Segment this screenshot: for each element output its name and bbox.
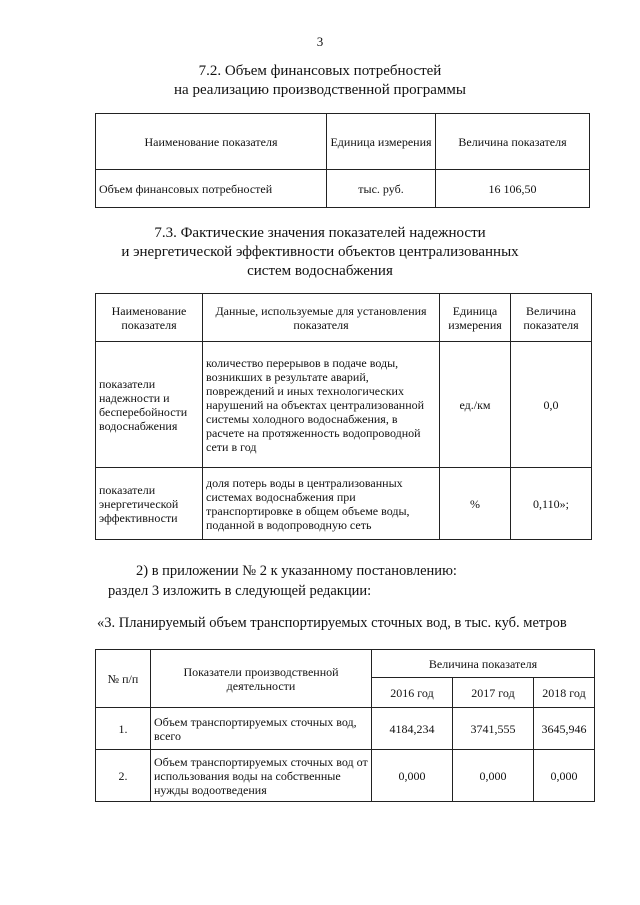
table-row: [96, 750, 595, 802]
header-indicator-name: Наименование показателя: [96, 294, 203, 342]
header-value: Величина показателя: [372, 650, 595, 678]
header-value: Величина показателя: [511, 294, 592, 342]
wastewater-volume-table: [95, 649, 595, 802]
section-7-3-title-line2: и энергетической эффективности объектов централизованных: [121, 244, 519, 260]
row-data-used: количество перерывов в подаче воды, возникших в результате аварий, повреждений и иных технологических нарушений на объектах централизованной системы холодного водоснабжения, в расчете на протяженность водопроводной сети в год: [203, 342, 440, 468]
table-row: [96, 708, 595, 750]
header-unit: Единица измерения: [440, 294, 511, 342]
row-unit: ед./км: [440, 342, 511, 468]
row-indicator-name: показатели надежности и бесперебойности водоснабжения: [96, 342, 203, 468]
header-num: № п/п: [96, 650, 151, 708]
row-value-2016: 4184,234: [372, 708, 453, 750]
row-value-2016: 0,000: [372, 750, 453, 802]
table-row: [96, 468, 592, 540]
row-value: 16 106,50: [436, 170, 590, 208]
header-indicator-name: Наименование показателя: [96, 114, 327, 170]
row-num: 2.: [96, 750, 151, 802]
row-name: Объем транспортируемых сточных вод от использования воды на собственные нужды водоотведения: [151, 750, 372, 802]
section-7-2-title-line2: на реализацию производственной программы: [174, 82, 466, 98]
row-value-2017: 0,000: [453, 750, 534, 802]
row-value: 0,110»;: [511, 468, 592, 540]
amendment-line-1: 2) в приложении № 2 к указанному постановлению:: [136, 563, 457, 579]
row-indicator-name: Объем финансовых потребностей: [96, 170, 327, 208]
amendment-line-2: раздел 3 изложить в следующей редакции:: [108, 583, 372, 599]
row-value-2018: 0,000: [534, 750, 595, 802]
row-data-used: доля потерь воды в централизованных системах водоснабжения при транспортировке в общем объеме воды, поданной в водопроводную сеть: [203, 468, 440, 540]
row-value-2017: 3741,555: [453, 708, 534, 750]
row-value: 0,0: [511, 342, 592, 468]
row-indicator-name: показатели энергетической эффективности: [96, 468, 203, 540]
section-7-2-title-line1: 7.2. Объем финансовых потребностей: [198, 63, 442, 79]
section-3-title: «3. Планируемый объем транспортируемых сточных вод, в тыс. куб. метров: [97, 615, 567, 631]
header-unit: Единица измерения: [327, 114, 436, 170]
section-7-3-title: [0, 224, 640, 281]
row-unit: тыс. руб.: [327, 170, 436, 208]
row-name: Объем транспортируемых сточных вод, всего: [151, 708, 372, 750]
header-data-used: Данные, используемые для установления показателя: [203, 294, 440, 342]
section-7-2-title: [0, 62, 640, 100]
header-year-2018: 2018 год: [534, 678, 595, 708]
page-number: 3: [316, 34, 324, 49]
header-value: Величина показателя: [436, 114, 590, 170]
row-num: 1.: [96, 708, 151, 750]
financial-needs-table: [95, 113, 590, 208]
row-value-2018: 3645,946: [534, 708, 595, 750]
header-year-2016: 2016 год: [372, 678, 453, 708]
reliability-table: [95, 293, 592, 540]
table-row: [96, 342, 592, 468]
section-7-3-title-line1: 7.3. Фактические значения показателей надежности: [154, 225, 486, 241]
row-unit: %: [440, 468, 511, 540]
section-7-3-title-line3: систем водоснабжения: [247, 263, 393, 279]
header-indicators: Показатели производственной деятельности: [151, 650, 372, 708]
header-year-2017: 2017 год: [453, 678, 534, 708]
